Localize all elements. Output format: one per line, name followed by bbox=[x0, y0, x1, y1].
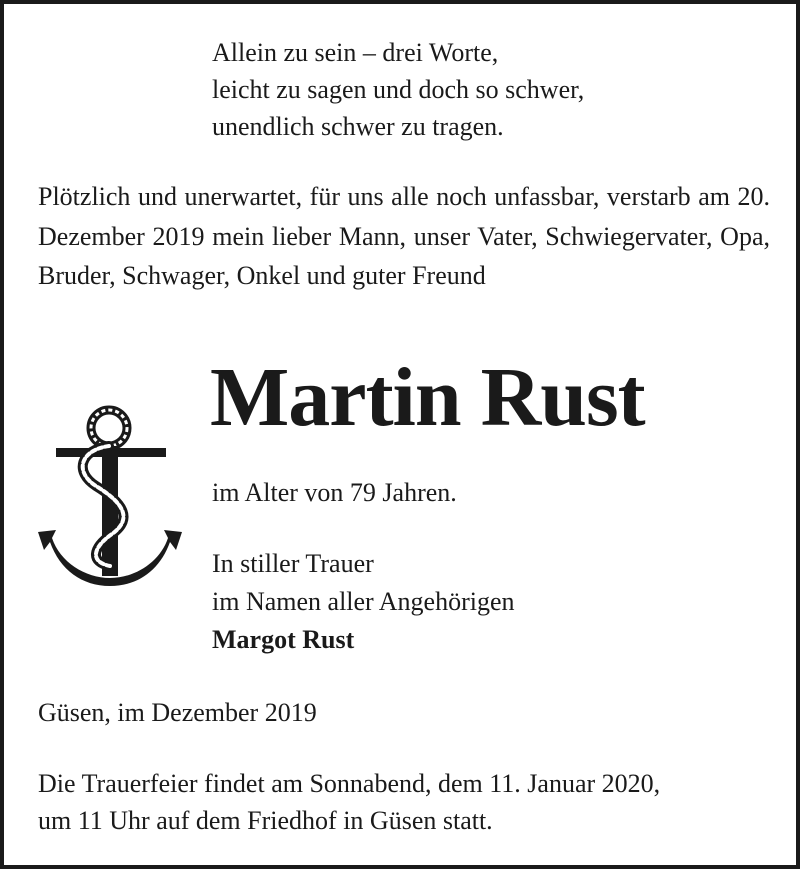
poem-line: unendlich schwer zu tragen. bbox=[212, 112, 504, 141]
mourning-block bbox=[212, 545, 515, 659]
funeral-line: Die Trauerfeier findet am Sonnabend, dem 11. Januar 2020, bbox=[38, 769, 661, 798]
signer-name: Margot Rust bbox=[212, 625, 355, 654]
poem bbox=[212, 34, 584, 145]
intro-text: Plötzlich und unerwartet, für uns alle noch unfassbar, verstarb am 20. Dezember 2019 mein lieber Mann, unser Vater, Schwiegervater, Opa, Bruder, Schwager, Onkel und guter Freund bbox=[38, 182, 770, 290]
age-text: im Alter von 79 Jahren. bbox=[212, 478, 457, 507]
funeral-line: um 11 Uhr auf dem Friedhof in Güsen statt. bbox=[38, 806, 493, 835]
mourning-line: im Namen aller Angehörigen bbox=[212, 587, 515, 616]
anchor-icon bbox=[30, 402, 194, 592]
funeral-info bbox=[38, 765, 660, 839]
poem-line: leicht zu sagen und doch so schwer, bbox=[212, 75, 585, 104]
place-date: Güsen, im Dezember 2019 bbox=[38, 698, 317, 727]
deceased-name: Martin Rust bbox=[210, 351, 645, 444]
poem-line: Allein zu sein – drei Worte, bbox=[212, 38, 499, 67]
mourning-line: In stiller Trauer bbox=[212, 549, 374, 578]
